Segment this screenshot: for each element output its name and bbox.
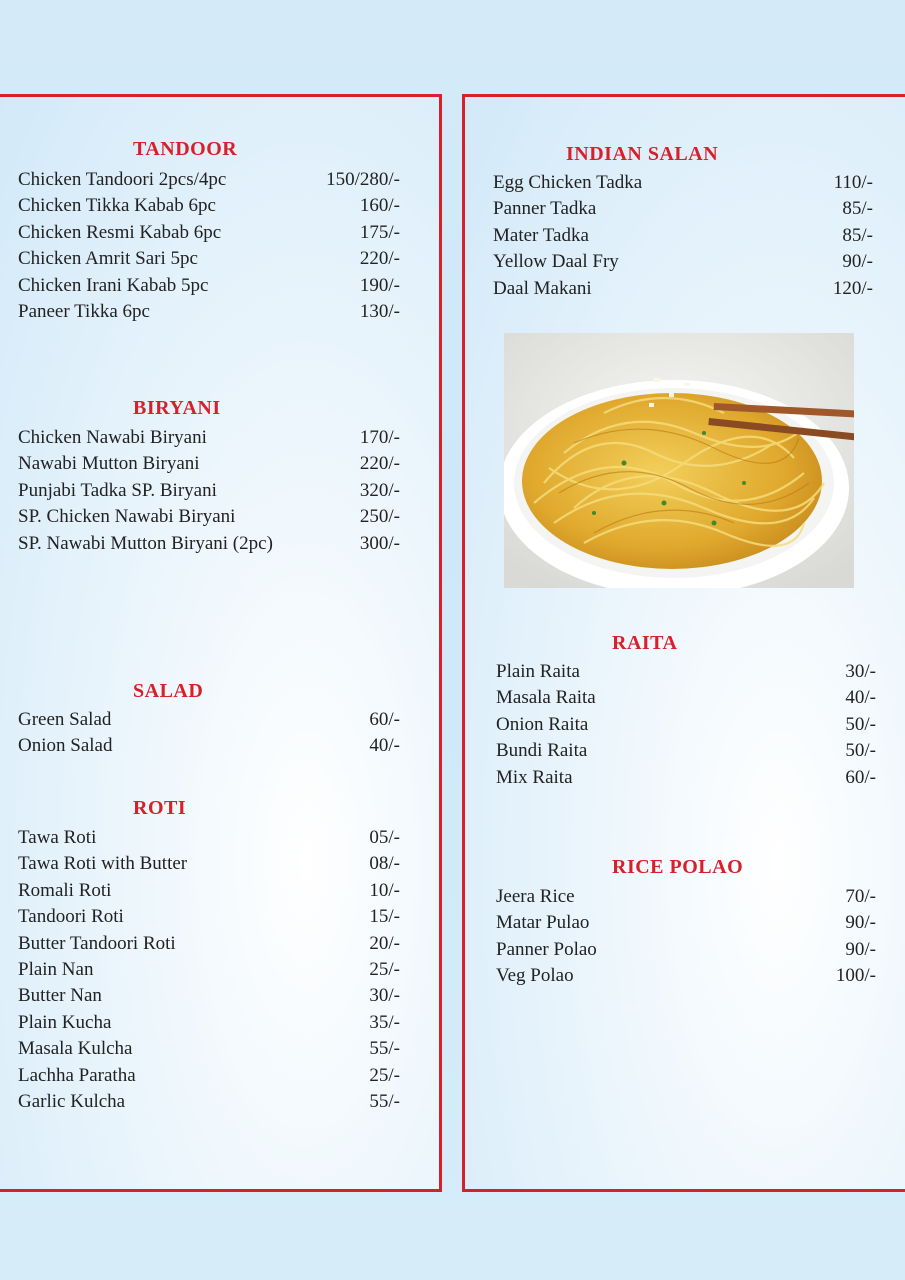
section-title-rice-polao: RICE POLAO [612, 856, 744, 878]
menu-item [493, 249, 873, 275]
menu-item-name: Tawa Roti with Butter [18, 853, 188, 875]
menu-item-name: Romali Roti [18, 879, 112, 901]
menu-item [18, 299, 400, 325]
menu-item-name: Lachha Paratha [18, 1064, 136, 1086]
menu-item-price: 130/- [359, 300, 400, 322]
menu-item-name: Paneer Tikka 6pc [18, 300, 150, 322]
menu-item-name: Garlic Kulcha [18, 1090, 126, 1112]
noodles-bowl-image [504, 333, 854, 588]
menu-item [18, 1089, 400, 1115]
menu-item-name: SP. Nawabi Mutton Biryani (2pc) [18, 532, 273, 554]
menu-item-name: Tawa Roti [18, 827, 97, 848]
menu-item [18, 1010, 400, 1036]
menu-item-name: Plain Nan [18, 958, 94, 980]
section-title-biryani: BIRYANI [133, 397, 221, 419]
menu-item-name: Butter Tandoori Roti [18, 932, 176, 954]
menu-item-price: 150/280/- [326, 169, 400, 190]
menu-item [18, 707, 400, 733]
menu-item-price: 320/- [359, 479, 400, 501]
menu-item [18, 1063, 400, 1089]
menu-item [493, 196, 873, 222]
menu-item-price: 10/- [369, 879, 400, 901]
menu-list-salad [18, 707, 400, 760]
menu-item-price: 40/- [845, 687, 876, 709]
menu-item-name: Mix Raita [496, 766, 573, 788]
menu-item-price: 30/- [845, 661, 876, 682]
menu-item [496, 910, 876, 936]
menu-item-name: Panner Tadka [493, 198, 597, 220]
menu-item-name: Chicken Irani Kabab 5pc [18, 274, 209, 296]
menu-list-indian-salan [493, 170, 873, 302]
section-title-roti: ROTI [133, 797, 187, 819]
menu-item [18, 220, 400, 246]
menu-item-price: 90/- [842, 251, 873, 273]
menu-item-price: 50/- [845, 740, 876, 762]
noodles-photo [504, 333, 854, 588]
menu-item-price: 85/- [842, 224, 873, 246]
menu-item [18, 531, 400, 557]
menu-item-name: Masala Raita [496, 687, 596, 709]
menu-item-name: Chicken Nawabi Biryani [18, 427, 207, 448]
menu-item [496, 937, 876, 963]
menu-item [18, 425, 400, 451]
menu-item [18, 246, 400, 272]
menu-item-price: 85/- [842, 198, 873, 220]
menu-item [18, 451, 400, 477]
menu-list-tandoor [18, 167, 400, 325]
section-title-indian-salan: INDIAN SALAN [566, 143, 719, 165]
menu-item-price: 25/- [369, 1064, 400, 1086]
menu-item-price: 20/- [369, 932, 400, 954]
menu-item [496, 659, 876, 685]
menu-item-name: Panner Polao [496, 938, 597, 960]
menu-item-name: Chicken Amrit Sari 5pc [18, 248, 198, 270]
menu-item [493, 223, 873, 249]
menu-item [496, 738, 876, 764]
menu-item-name: Veg Polao [496, 965, 574, 987]
menu-item-price: 70/- [845, 886, 876, 907]
menu-item-price: 05/- [369, 827, 400, 848]
menu-item-name: Daal Makani [493, 277, 592, 299]
menu-item-price: 160/- [359, 195, 400, 217]
menu-item [18, 733, 400, 759]
menu-item-name: Tandoori Roti [18, 906, 124, 928]
section-title-salad: SALAD [133, 680, 204, 702]
menu-item-name: Jeera Rice [496, 886, 575, 907]
menu-item [18, 825, 400, 851]
menu-item-name: Butter Nan [18, 985, 102, 1007]
menu-item-name: Mater Tadka [493, 224, 589, 246]
section-title-raita: RAITA [612, 632, 678, 654]
menu-item-price: 300/- [359, 532, 400, 554]
menu-item [18, 167, 400, 193]
menu-item [496, 685, 876, 711]
menu-item-name: Chicken Tikka Kabab 6pc [18, 195, 216, 217]
menu-item [18, 273, 400, 299]
menu-item-price: 175/- [359, 221, 400, 243]
menu-item-name: Nawabi Mutton Biryani [18, 453, 200, 475]
menu-item [18, 957, 400, 983]
menu-item-price: 250/- [359, 506, 400, 528]
menu-item-name: Chicken Resmi Kabab 6pc [18, 221, 222, 243]
menu-item-name: Onion Raita [496, 713, 589, 735]
menu-item [18, 904, 400, 930]
menu-item [18, 193, 400, 219]
menu-item-price: 90/- [845, 938, 876, 960]
menu-item [496, 963, 876, 989]
menu-item-price: 35/- [369, 1011, 400, 1033]
section-title-tandoor: TANDOOR [133, 138, 238, 160]
menu-item-price: 60/- [369, 709, 400, 730]
menu-item-price: 15/- [369, 906, 400, 928]
menu-list-rice-polao [496, 884, 876, 990]
menu-item-price: 40/- [369, 735, 400, 757]
menu-item-price: 100/- [835, 965, 876, 987]
menu-item-price: 220/- [359, 453, 400, 475]
menu-item-price: 220/- [359, 248, 400, 270]
menu-item-price: 30/- [369, 985, 400, 1007]
menu-item-name: Masala Kulcha [18, 1038, 133, 1060]
menu-item-name: Bundi Raita [496, 740, 588, 762]
menu-item-price: 55/- [369, 1090, 400, 1112]
menu-item-name: Plain Kucha [18, 1011, 112, 1033]
menu-item [18, 878, 400, 904]
menu-item [496, 765, 876, 791]
menu-item-price: 90/- [845, 912, 876, 934]
menu-item-name: Egg Chicken Tadka [493, 172, 643, 193]
menu-item [18, 504, 400, 530]
menu-list-biryani [18, 425, 400, 557]
menu-item-name: Matar Pulao [496, 912, 590, 934]
menu-item [493, 276, 873, 302]
menu-item-price: 08/- [369, 853, 400, 875]
menu-item [18, 1036, 400, 1062]
menu-item [18, 983, 400, 1009]
menu-item-price: 50/- [845, 713, 876, 735]
menu-item-name: Plain Raita [496, 661, 580, 682]
menu-item-price: 120/- [832, 277, 873, 299]
menu-item-price: 190/- [359, 274, 400, 296]
menu-item-price: 60/- [845, 766, 876, 788]
menu-item-price: 170/- [359, 427, 400, 448]
menu-item [18, 851, 400, 877]
menu-item-name: Green Salad [18, 709, 112, 730]
menu-item [18, 931, 400, 957]
menu-item-name: Yellow Daal Fry [493, 251, 619, 273]
menu-list-raita [496, 659, 876, 791]
menu-item [493, 170, 873, 196]
menu-list-roti [18, 825, 400, 1115]
menu-item [496, 712, 876, 738]
menu-item-price: 110/- [833, 172, 873, 193]
menu-item-name: SP. Chicken Nawabi Biryani [18, 506, 236, 528]
menu-item-price: 25/- [369, 958, 400, 980]
menu-item [18, 478, 400, 504]
menu-item [496, 884, 876, 910]
menu-item-name: Chicken Tandoori 2pcs/4pc [18, 169, 227, 190]
menu-item-name: Onion Salad [18, 735, 113, 757]
menu-item-name: Punjabi Tadka SP. Biryani [18, 479, 217, 501]
menu-item-price: 55/- [369, 1038, 400, 1060]
